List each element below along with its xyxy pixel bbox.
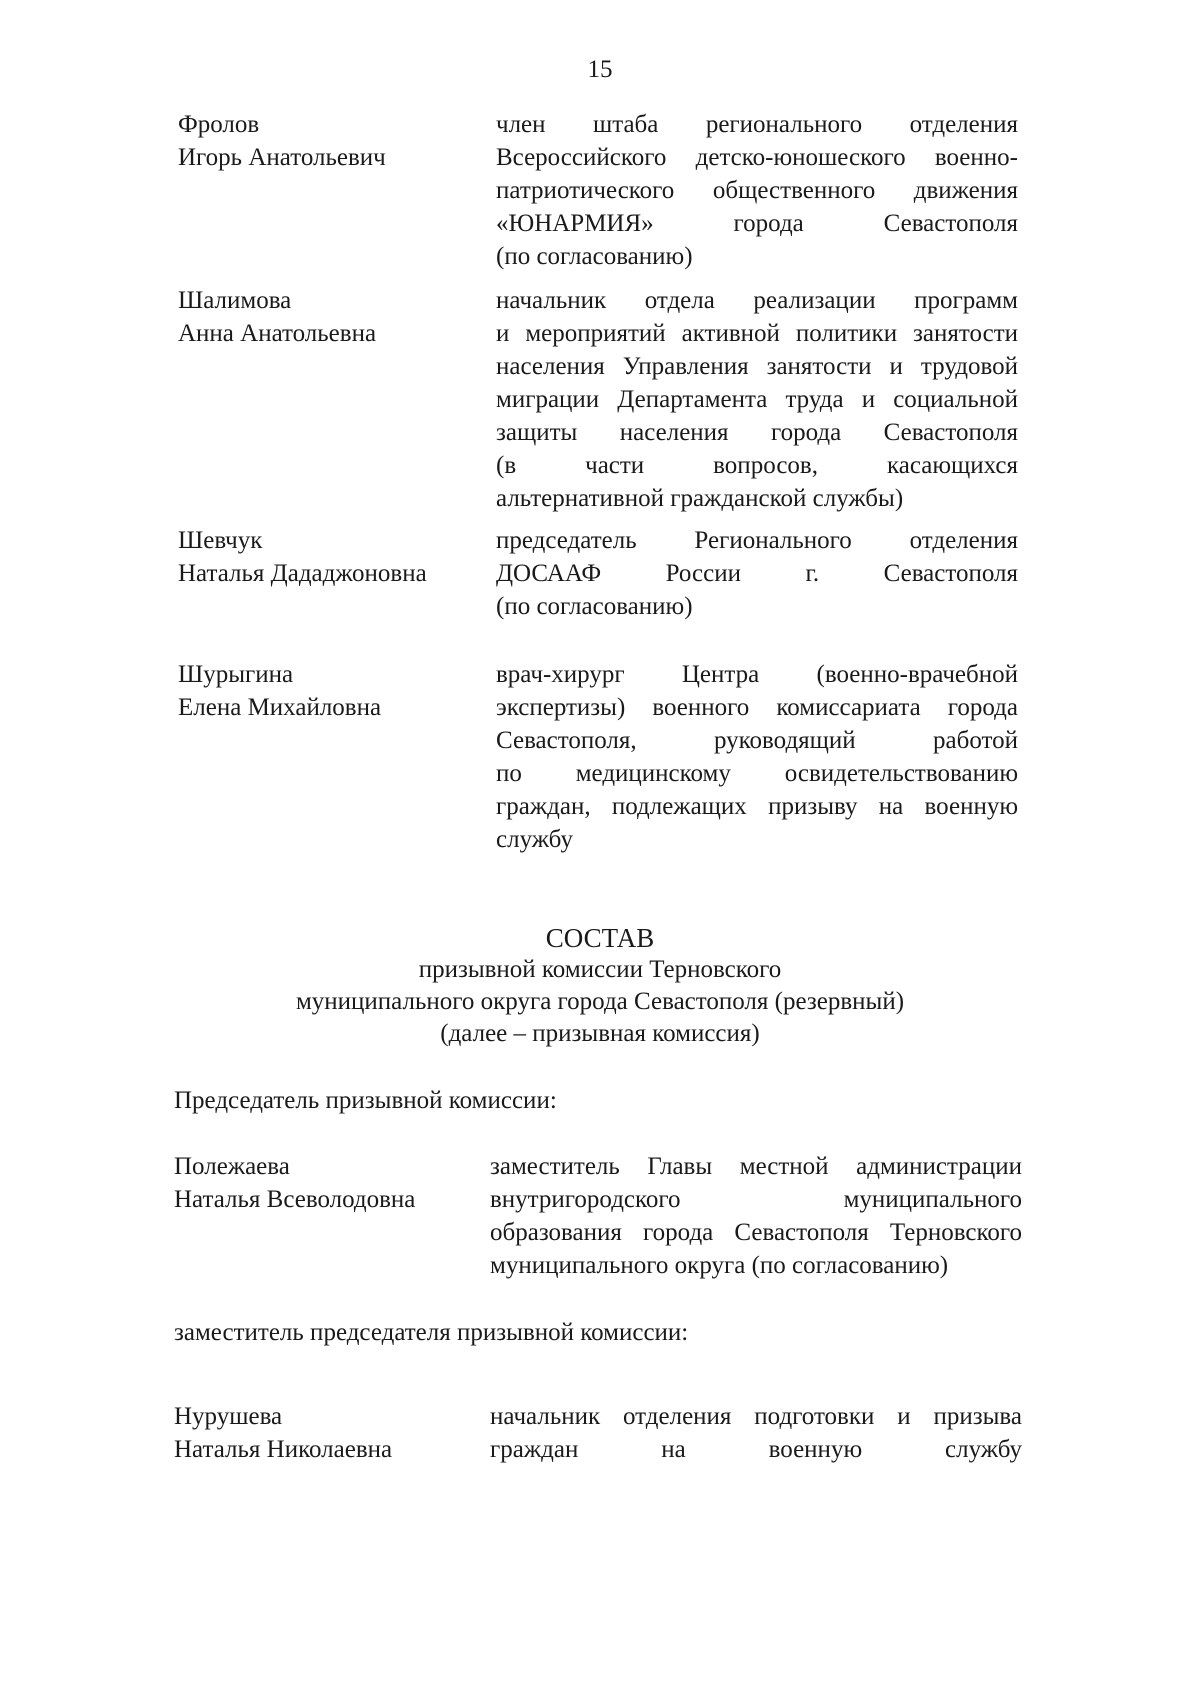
role-line: врач-хирург Центра (военно-врачебной (496, 661, 1018, 688)
role-line: начальник отдела реализации программ (496, 287, 1018, 314)
role-line: «ЮНАРМИЯ» города Севастополя (496, 210, 1018, 237)
member-role (490, 1400, 1022, 1466)
role-line: член штаба регионального отделения (496, 111, 1018, 138)
member-name (178, 658, 498, 724)
member-surname: Шалимова (178, 287, 292, 314)
member-name (174, 1150, 494, 1216)
member-given-names: Наталья Николаевна (174, 1436, 393, 1463)
section-subtitle-line: призывной комиссии Терновского (418, 956, 782, 983)
member-given-names: Игорь Анатольевич (178, 144, 386, 171)
role-line: внутригородского муниципального (490, 1186, 1022, 1213)
member-name (174, 1400, 494, 1466)
member-surname: Шурыгина (178, 661, 294, 688)
role-line: (по согласованию) (496, 243, 693, 270)
section-subtitle-line: муниципального округа города Севастополя (резервный) (295, 988, 905, 1015)
member-role (496, 284, 1018, 515)
deputy-label: заместитель председателя призывной комиссии: (174, 1319, 689, 1346)
role-line: альтернативной гражданской службы) (496, 485, 904, 512)
role-line: граждан, подлежащих призыву на военную (496, 793, 1018, 820)
member-name (178, 524, 498, 590)
member-given-names: Наталья Всеволодовна (174, 1186, 416, 1213)
role-line: экспертизы) военного комиссариата города (496, 694, 1018, 721)
role-line: образования города Севастополя Терновского (490, 1219, 1022, 1246)
role-line: населения Управления занятости и трудовой (496, 353, 1018, 380)
section-heading (0, 922, 1200, 1050)
role-line: начальник отделения подготовки и призыва (490, 1403, 1022, 1430)
member-given-names: Анна Анатольевна (178, 320, 377, 347)
role-line: защиты населения города Севастополя (496, 419, 1018, 446)
member-given-names: Елена Михайловна (178, 694, 382, 721)
role-line: (по согласованию) (496, 593, 693, 620)
member-name (178, 108, 498, 174)
member-surname: Полежаева (174, 1153, 290, 1180)
role-line: (в части вопросов, касающихся (496, 452, 1018, 479)
role-line: заместитель Главы местной администрации (490, 1153, 1022, 1180)
chair-label: Председатель призывной комиссии: (174, 1087, 557, 1114)
role-line: ДОСААФ России г. Севастополя (496, 560, 1018, 587)
member-role (490, 1150, 1022, 1282)
role-line: миграции Департамента труда и социальной (496, 386, 1018, 413)
role-line: Всероссийского детско-юношеского военно- (496, 144, 1018, 171)
section-subtitle-line: (далее – призывная комиссия) (440, 1020, 760, 1047)
role-line: патриотического общественного движения (496, 177, 1018, 204)
role-line: Севастополя, руководящий работой (496, 727, 1018, 754)
role-line: и мероприятий активной политики занятости (496, 320, 1018, 347)
role-line: по медицинскому освидетельствованию (496, 760, 1018, 787)
member-name (178, 284, 498, 350)
role-line: муниципального округа (по согласованию) (490, 1252, 949, 1279)
member-surname: Шевчук (178, 527, 263, 554)
role-line: председатель Регионального отделения (496, 527, 1018, 554)
role-line: службу (496, 826, 573, 853)
role-line: граждан на военную службу (490, 1436, 1022, 1463)
member-given-names: Наталья Дададжоновна (178, 560, 427, 587)
section-title: СОСТАВ (545, 923, 655, 953)
member-surname: Нурушева (174, 1403, 283, 1430)
member-surname: Фролов (178, 111, 260, 138)
member-role (496, 524, 1018, 623)
page-number: 15 (587, 56, 613, 83)
member-role (496, 108, 1018, 273)
member-role (496, 658, 1018, 856)
